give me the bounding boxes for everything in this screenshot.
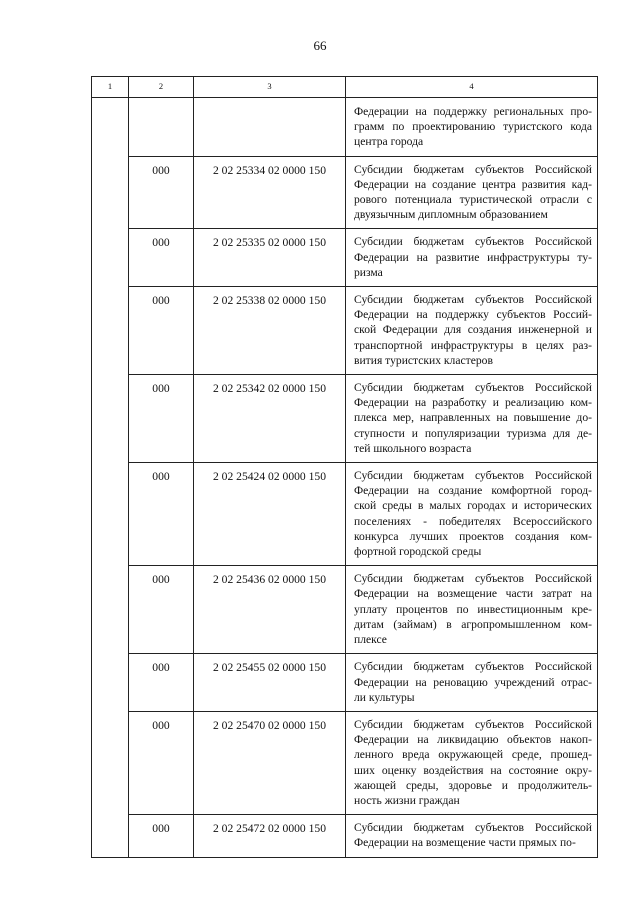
description-line: жающей среды, здоровье и продолжитель- (354, 778, 592, 792)
budget-code-cell: 000 (129, 229, 194, 287)
budget-code-cell: 000 (129, 287, 194, 375)
description-line: рового потенциала туристической отрасли с (354, 193, 592, 207)
description-line: дитам (займам) в агропромышленном ком- (354, 617, 592, 631)
description-line: Федерации на разработку и реализацию ком- (354, 396, 592, 410)
table-row (92, 156, 598, 229)
description-cell (346, 375, 598, 463)
budget-code-cell (129, 98, 194, 157)
description-cell (346, 156, 598, 229)
description-cell (346, 711, 598, 814)
description-line: Федерации на развитие инфраструктуры ту- (354, 250, 592, 264)
table-row (92, 711, 598, 814)
description-line: конкурса лучших проектов создания ком- (354, 529, 592, 543)
description-line: ской Федерации для создания инженерной и (354, 323, 592, 337)
description-line: центра города (354, 135, 424, 149)
budget-code-cell: 000 (129, 156, 194, 229)
description-line: Федерации на поддержку субъектов Россий- (354, 308, 592, 322)
description-line: ступности и популяризации туризма для де- (354, 426, 592, 440)
table-row (92, 229, 598, 287)
description-line: вития туристских кластеров (354, 353, 493, 367)
column-header-4: 4 (346, 77, 598, 98)
budget-code-cell: 000 (129, 815, 194, 857)
page-number: 66 (313, 38, 327, 53)
classification-code-cell: 2 02 25338 02 0000 150 (194, 287, 346, 375)
description-cell (346, 815, 598, 857)
description-line: Субсидии бюджетам субъектов Российской (354, 660, 592, 674)
description-line: Федерации на реновацию учреждений отрас- (354, 675, 592, 689)
classification-code-cell: 2 02 25470 02 0000 150 (194, 711, 346, 814)
budget-code-cell: 000 (129, 375, 194, 463)
budget-code-cell: 000 (129, 566, 194, 654)
classification-code-cell: 2 02 25335 02 0000 150 (194, 229, 346, 287)
description-line: Субсидии бюджетам субъектов Российской (354, 821, 592, 835)
description-line: Субсидии бюджетам субъектов Российской (354, 293, 592, 307)
budget-code-cell: 000 (129, 654, 194, 712)
description-line: ших оценку воздействия на состояние окру- (354, 763, 592, 777)
description-line: плексе (354, 633, 387, 647)
table-row (92, 375, 598, 463)
classification-code-cell: 2 02 25472 02 0000 150 (194, 815, 346, 857)
description-cell (346, 463, 598, 566)
classification-code-cell (194, 98, 346, 157)
row-number-cell (92, 98, 129, 858)
classification-code-cell: 2 02 25334 02 0000 150 (194, 156, 346, 229)
description-line: поселениях - победителях Всероссийского (354, 514, 592, 528)
description-line: грамм по проектированию туристского кода (354, 120, 592, 134)
description-line: Федерации на возмещение части прямых по- (354, 836, 576, 850)
description-line: ленного вреда окружающей среде, прошед- (354, 748, 592, 762)
budget-code-cell: 000 (129, 463, 194, 566)
description-cell (346, 98, 598, 157)
description-line: Федерации на возмещение части затрат на (354, 587, 592, 601)
description-cell (346, 287, 598, 375)
description-line: уплату процентов по инвестиционным кре- (354, 602, 592, 616)
table-row (92, 287, 598, 375)
column-header-3: 3 (194, 77, 346, 98)
description-cell (346, 566, 598, 654)
table-row (92, 463, 598, 566)
budget-code-cell: 000 (129, 711, 194, 814)
classification-code-cell: 2 02 25455 02 0000 150 (194, 654, 346, 712)
description-line: Федерации на ликвидацию объектов накоп- (354, 733, 592, 747)
budget-classification-table (91, 76, 598, 858)
table-header-row (92, 77, 598, 98)
description-line: ской среды в малых городах и исторических (354, 499, 592, 513)
table-row (92, 98, 598, 157)
description-line: ность жизни граждан (354, 793, 460, 807)
description-line: транспортной инфраструктуры в целях раз- (354, 338, 592, 352)
description-line: двуязычным дипломным образованием (354, 208, 548, 222)
description-line: Субсидии бюджетам субъектов Российской (354, 717, 592, 731)
column-header-2: 2 (129, 77, 194, 98)
description-line: ли культуры (354, 690, 415, 704)
description-line: плекса мер, направленных на повышение до- (354, 411, 592, 425)
description-line: Субсидии бюджетам субъектов Российской (354, 572, 592, 586)
classification-code-cell: 2 02 25424 02 0000 150 (194, 463, 346, 566)
description-line: Федерации на создание центра развития кад- (354, 177, 592, 191)
description-line: Субсидии бюджетам субъектов Российской (354, 469, 592, 483)
description-line: Субсидии бюджетам субъектов Российской (354, 162, 592, 176)
description-cell (346, 229, 598, 287)
description-line: Федерации на поддержку региональных про- (354, 105, 592, 118)
description-line: Федерации на создание комфортной город- (354, 484, 592, 498)
classification-code-cell: 2 02 25342 02 0000 150 (194, 375, 346, 463)
table-row (92, 815, 598, 857)
description-line: тей школьного возраста (354, 441, 472, 455)
description-cell (346, 654, 598, 712)
description-line: Субсидии бюджетам субъектов Российской (354, 381, 592, 395)
description-line: фортной городской среды (354, 545, 482, 559)
column-header-1: 1 (92, 77, 129, 98)
table-row (92, 566, 598, 654)
table-row (92, 654, 598, 712)
description-line: ризма (354, 265, 383, 279)
classification-code-cell: 2 02 25436 02 0000 150 (194, 566, 346, 654)
description-line: Субсидии бюджетам субъектов Российской (354, 235, 592, 249)
